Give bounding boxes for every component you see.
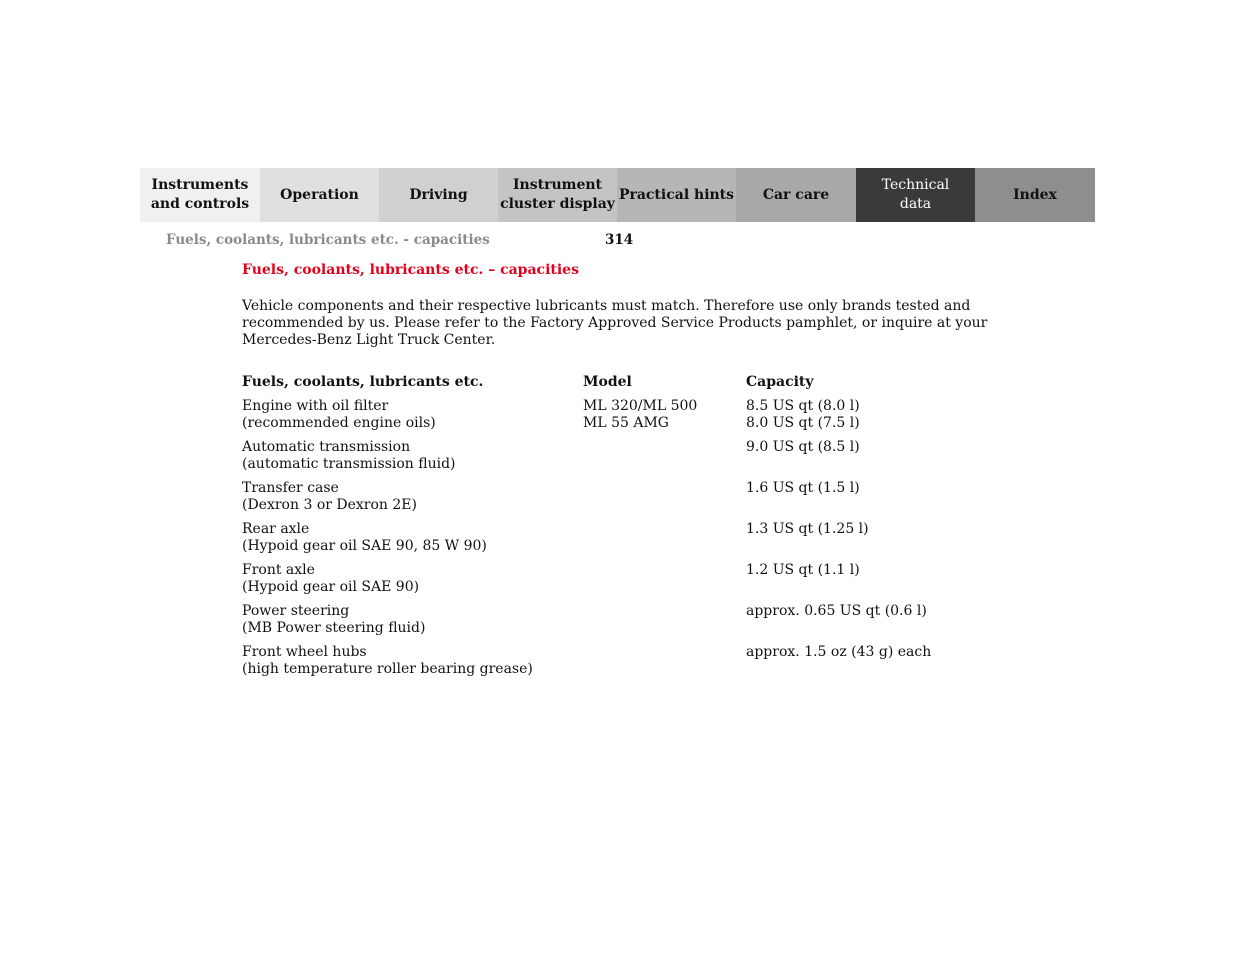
- running-header: Fuels, coolants, lubricants etc. - capacities: [166, 232, 490, 248]
- component-cell: Front wheel hubs (high temperature roller bearing grease): [242, 644, 533, 677]
- table-row: [242, 644, 1002, 678]
- component-cell: Power steering (MB Power steering fluid): [242, 603, 426, 636]
- component-cell: Front axle (Hypoid gear oil SAE 90): [242, 562, 420, 595]
- tab-label: Instrument cluster display: [500, 177, 615, 212]
- component-cell: Engine with oil filter (recommended engine oils): [242, 398, 436, 431]
- table-row: [242, 398, 1002, 432]
- component-cell: Automatic transmission (automatic transmission fluid): [242, 439, 456, 472]
- model-cell: [583, 603, 746, 637]
- header-fluids: Fuels, coolants, lubricants etc.: [242, 374, 484, 390]
- capacity-cell: approx. 1.5 oz (43 g) each: [746, 644, 932, 660]
- tab-technical-data[interactable]: [856, 168, 975, 222]
- header-capacity: Capacity: [746, 374, 814, 390]
- model-cell: [583, 439, 746, 473]
- page-number: 314: [605, 232, 634, 248]
- intro-paragraph: Vehicle components and their respective lubricants must match. Therefore use only brands tested and recommended by us. Please refer to the Factory Approved Service Products pamphlet, or inquire at your Mercedes-Benz Light Truck Center.: [242, 298, 988, 348]
- table-row: [242, 439, 1002, 473]
- tab-label: Car care: [762, 186, 830, 203]
- capacity-cell: 8.5 US qt (8.0 l) 8.0 US qt (7.5 l): [746, 398, 860, 431]
- tab-driving[interactable]: [379, 168, 498, 222]
- tab-label: Practical hints: [618, 186, 735, 203]
- capacities-table: [242, 374, 1002, 685]
- capacity-cell: 1.3 US qt (1.25 l): [746, 521, 869, 537]
- header-model: Model: [583, 374, 632, 390]
- model-cell: [583, 480, 746, 514]
- model-cell: [583, 644, 746, 678]
- capacity-cell: approx. 0.65 US qt (0.6 l): [746, 603, 927, 619]
- tab-instruments-and-controls[interactable]: [140, 168, 260, 222]
- capacity-cell: 9.0 US qt (8.5 l): [746, 439, 860, 455]
- tab-car-care[interactable]: [736, 168, 856, 222]
- chapter-tabs: [140, 168, 1095, 222]
- tab-instrument-cluster-display[interactable]: [498, 168, 617, 222]
- tab-operation[interactable]: [260, 168, 379, 222]
- tab-label: Driving: [409, 186, 468, 203]
- tab-index[interactable]: [975, 168, 1095, 222]
- tab-label: Operation: [280, 186, 359, 203]
- model-cell: ML 320/ML 500 ML 55 AMG: [583, 398, 698, 431]
- table-row: [242, 603, 1002, 637]
- tab-label: Index: [1013, 186, 1057, 203]
- tab-label: Technical data: [881, 177, 950, 212]
- component-cell: Rear axle (Hypoid gear oil SAE 90, 85 W 90): [242, 521, 487, 554]
- section-title: Fuels, coolants, lubricants etc. – capacities: [242, 262, 579, 278]
- table-row: [242, 521, 1002, 555]
- model-cell: [583, 562, 746, 596]
- model-cell: [583, 521, 746, 555]
- table-row: [242, 562, 1002, 596]
- tab-practical-hints[interactable]: [617, 168, 736, 222]
- table-header: [242, 374, 1002, 398]
- tab-label: Instruments and controls: [150, 177, 250, 212]
- table-row: [242, 480, 1002, 514]
- capacity-cell: 1.6 US qt (1.5 l): [746, 480, 860, 496]
- component-cell: Transfer case (Dexron 3 or Dexron 2E): [242, 480, 417, 513]
- capacity-cell: 1.2 US qt (1.1 l): [746, 562, 860, 578]
